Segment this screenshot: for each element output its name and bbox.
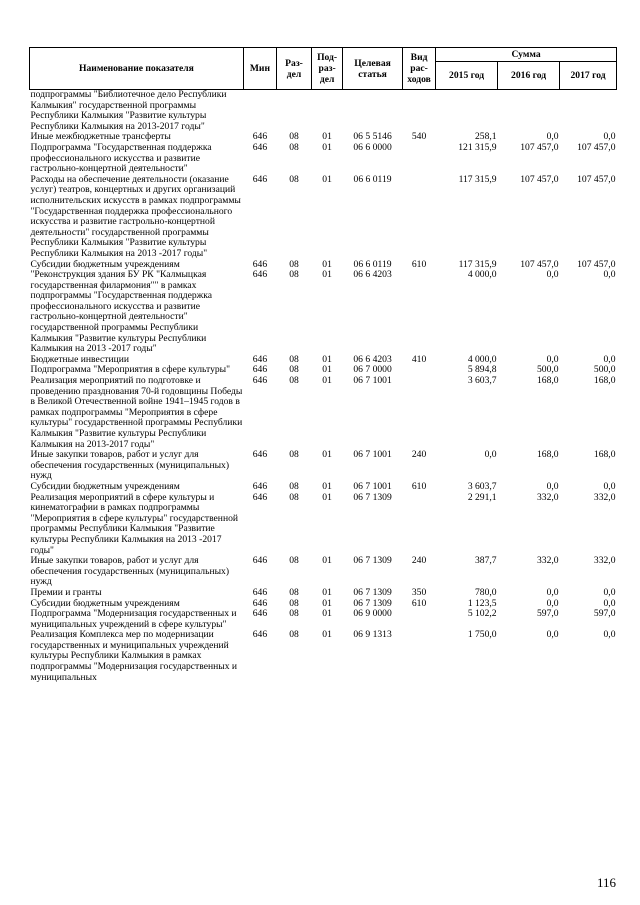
cell-2015: 4 000,0: [467, 269, 497, 281]
cell-razdel: 08: [289, 629, 299, 641]
cell-2015: 3 603,7: [467, 375, 497, 387]
cell-razdel: 08: [289, 131, 299, 143]
cell-2016: 500,0: [537, 364, 559, 376]
cell-statya: 06 7 1001: [353, 480, 392, 492]
cell-podrazdel: 01: [322, 131, 332, 143]
cell-podrazdel: 01: [322, 480, 332, 492]
cell-podrazdel: 01: [322, 629, 332, 641]
cell-2015: 1 750,0: [467, 629, 497, 641]
cell-2016: 107 457,0: [520, 141, 559, 153]
cell-2016: 107 457,0: [520, 258, 559, 270]
cell-2015: 387,7: [475, 555, 497, 567]
cell-statya: 06 6 4203: [353, 269, 392, 281]
cell-name: Бюджетные инвестиции: [30, 353, 129, 365]
cell-min: 646: [252, 364, 268, 376]
cell-2017: 168,0: [593, 449, 616, 461]
cell-min: 646: [252, 629, 268, 641]
cell-2017: 107 457,0: [577, 258, 616, 270]
cell-name: "Реконструкция здания БУ РК "Калмыцкая государственная филармония"" в рамках подпрограммы "Государственная поддержка профессионального искусства и развитие гастрольно-концертной деятельности" государственной программы Республики Калмыкия "Развитие культуры Республики Калмыкия на 2013 -2017 годы": [30, 269, 213, 355]
header-razdel: Раз- дел: [276, 48, 311, 90]
cell-2017: 0,0: [603, 480, 616, 492]
cell-2016: 0,0: [546, 629, 559, 641]
table-row: [30, 90, 617, 133]
cell-razdel: 08: [289, 353, 299, 365]
cell-2015: 1 123,5: [467, 597, 497, 609]
cell-min: 646: [252, 449, 268, 461]
cell-razdel: 08: [289, 597, 299, 609]
cell-2017: 0,0: [603, 131, 616, 143]
cell-2016: 107 457,0: [520, 173, 559, 185]
cell-podrazdel: 01: [322, 555, 332, 567]
cell-2015: 3 603,7: [467, 480, 497, 492]
cell-razdel: 08: [289, 173, 299, 185]
cell-2017: 0,0: [603, 586, 616, 598]
cell-razdel: 08: [289, 364, 299, 376]
cell-podrazdel: 01: [322, 364, 332, 376]
cell-min: 646: [252, 131, 268, 143]
cell-2015: 5 894,8: [467, 364, 497, 376]
cell-razdel: 08: [289, 480, 299, 492]
cell-statya: 06 9 0000: [353, 608, 392, 620]
cell-name: Иные межбюджетные трансферты: [30, 131, 171, 143]
cell-2016: 597,0: [537, 608, 559, 620]
cell-2015: 4 000,0: [467, 353, 497, 365]
cell-2017: 0,0: [603, 629, 616, 641]
cell-statya: 06 7 1309: [353, 555, 392, 567]
cell-statya: 06 7 0000: [353, 364, 392, 376]
cell-min: 646: [252, 258, 268, 270]
cell-vid: 610: [411, 480, 427, 492]
cell-razdel: 08: [289, 141, 299, 153]
cell-2015: 0,0: [484, 449, 497, 461]
cell-podrazdel: 01: [322, 353, 332, 365]
cell-2016: 0,0: [546, 597, 559, 609]
cell-min: 646: [252, 491, 268, 503]
table-row: [30, 630, 617, 683]
header-podrazdel: Под- раз- дел: [312, 48, 343, 90]
cell-2015: 258,1: [475, 131, 497, 143]
header-2017: 2017 год: [560, 62, 617, 90]
cell-2016: 0,0: [546, 269, 559, 281]
cell-name: Премии и гранты: [30, 586, 102, 598]
cell-vid: 610: [411, 597, 427, 609]
cell-podrazdel: 01: [322, 173, 332, 185]
cell-name: Субсидии бюджетным учреждениям: [30, 258, 180, 270]
cell-2017: 0,0: [603, 353, 616, 365]
cell-podrazdel: 01: [322, 597, 332, 609]
cell-vid: [403, 609, 436, 630]
cell-podrazdel: 01: [322, 375, 332, 387]
table-row: [30, 175, 617, 260]
header-2015: 2015 год: [436, 62, 498, 90]
budget-table: [29, 47, 617, 683]
cell-2016: 168,0: [537, 375, 559, 387]
cell-2017: 107 457,0: [577, 141, 616, 153]
table-row: [30, 376, 617, 450]
cell-min: [243, 90, 276, 133]
cell-2016: 0,0: [546, 353, 559, 365]
cell-statya: 06 7 1309: [353, 597, 392, 609]
cell-podrazdel: [312, 90, 343, 133]
cell-vid: [403, 90, 436, 133]
cell-2016: 332,0: [537, 491, 559, 503]
cell-statya: 06 6 0000: [353, 141, 392, 153]
cell-statya: 06 7 1309: [353, 491, 392, 503]
cell-statya: 06 7 1001: [353, 449, 392, 461]
cell-podrazdel: 01: [322, 449, 332, 461]
table-row: [30, 450, 617, 482]
cell-vid: 410: [411, 353, 427, 365]
cell-podrazdel: 01: [322, 258, 332, 270]
cell-vid: [403, 175, 436, 260]
cell-name: Реализация Комплекса мер по модернизации государственных и муниципальных учреждений культуры Республики Калмыкия в рамках подпрограммы "Модернизация государственных и муниципальных: [30, 629, 238, 683]
table-row: [30, 270, 617, 355]
header-2016: 2016 год: [498, 62, 560, 90]
header-min: Мин: [243, 48, 276, 90]
cell-2017: 597,0: [593, 608, 616, 620]
cell-2015: 2 291,1: [467, 491, 497, 503]
cell-podrazdel: 01: [322, 491, 332, 503]
cell-vid: [403, 376, 436, 450]
cell-statya: [343, 90, 403, 133]
cell-podrazdel: 01: [322, 586, 332, 598]
cell-2017: 107 457,0: [577, 173, 616, 185]
cell-min: 646: [252, 269, 268, 281]
cell-2016: 0,0: [546, 586, 559, 598]
cell-vid: [403, 270, 436, 355]
cell-vid: [403, 630, 436, 683]
cell-name: Подпрограмма "Государственная поддержка профессионального искусства и развитие гастрольно-концертной деятельности": [30, 141, 212, 175]
cell-min: 646: [252, 353, 268, 365]
cell-razdel: 08: [289, 491, 299, 503]
header-name: Наименование показателя: [30, 48, 244, 90]
cell-name: Подпрограмма "Модернизация государственных и муниципальных учреждений в сфере культуры": [30, 608, 237, 630]
cell-2016: 0,0: [546, 480, 559, 492]
cell-2017: 500,0: [593, 364, 616, 376]
cell-razdel: 08: [289, 608, 299, 620]
cell-vid: 540: [411, 131, 427, 143]
cell-2015: 121 315,9: [458, 141, 497, 153]
table-row: [30, 609, 617, 630]
cell-2015: 117 315,9: [458, 173, 497, 185]
cell-2016: 168,0: [537, 449, 559, 461]
cell-min: 646: [252, 555, 268, 567]
cell-min: 646: [252, 608, 268, 620]
table-body: [30, 90, 617, 684]
cell-statya: 06 6 0119: [353, 173, 392, 185]
cell-2016: [498, 90, 560, 133]
cell-name: Подпрограмма "Мероприятия в сфере культуры": [30, 364, 231, 376]
table-row: [30, 482, 617, 493]
cell-name: Реализация мероприятий по подготовке и проведению празднования 70-й годовщины Победы в Великой Отечественной войне 1941–1945 годов в рамках подпрограммы "Мероприятия в сфере культуры" государственной программы Республики Калмыкия "Развитие культуры Республики Калмыкия на 2013-2017 годы": [30, 375, 243, 450]
cell-2016: 332,0: [537, 555, 559, 567]
cell-vid: [403, 143, 436, 175]
cell-statya: 06 7 1001: [353, 375, 392, 387]
cell-name: подпрограммы "Библиотечное дело Республики Калмыкия" государственной программы Республики Калмыкия "Развитие культуры Республики Калмыкия на 2013-2017 годы": [30, 89, 227, 132]
table-row: [30, 556, 617, 588]
cell-2017: 0,0: [603, 269, 616, 281]
cell-min: 646: [252, 141, 268, 153]
cell-2017: 0,0: [603, 597, 616, 609]
cell-razdel: 08: [289, 375, 299, 387]
cell-vid: [403, 493, 436, 557]
cell-name: Реализация мероприятий в сфере культуры и кинематографии в рамках подпрограммы "Мероприятия в сфере культуры" государственной программы Республики Калмыкия "Развитие культуры Республики Калмыкия на 2013 -2017 годы": [30, 491, 239, 556]
cell-statya: 06 9 1313: [353, 629, 392, 641]
cell-razdel: [276, 90, 311, 133]
cell-name: Расходы на обеспечение деятельности (оказание услуг) театров, концертных и других организаций исполнительских искусств в рамках подпрограммы "Государственная поддержка профессионального искусства и развитие гастрольно-концертной деятельности" государственной программы Республики Калмыкия "Развитие культуры Республики Калмыкия на 2013 -2017 годы": [30, 173, 241, 259]
cell-name: Субсидии бюджетным учреждениям: [30, 480, 180, 492]
table-row: [30, 588, 617, 599]
cell-podrazdel: 01: [322, 141, 332, 153]
header-summa: Сумма: [436, 48, 617, 62]
header-vid: Вид рас- ходов: [403, 48, 436, 90]
table-row: [30, 143, 617, 175]
cell-2015: 117 315,9: [458, 258, 497, 270]
cell-min: 646: [252, 586, 268, 598]
cell-min: 646: [252, 375, 268, 387]
cell-name: Иные закупки товаров, работ и услуг для обеспечения государственных (муниципальных) нужд: [30, 555, 230, 588]
cell-vid: [403, 365, 436, 376]
cell-razdel: 08: [289, 269, 299, 281]
cell-vid: 350: [411, 586, 427, 598]
table-row: [30, 493, 617, 557]
cell-razdel: 08: [289, 586, 299, 598]
cell-2017: 332,0: [593, 491, 616, 503]
cell-vid: 240: [411, 449, 427, 461]
cell-statya: 06 5 5146: [353, 131, 392, 143]
cell-min: 646: [252, 173, 268, 185]
cell-2017: [560, 90, 617, 133]
cell-razdel: 08: [289, 449, 299, 461]
cell-podrazdel: 01: [322, 608, 332, 620]
cell-statya: 06 7 1309: [353, 586, 392, 598]
cell-2015: [436, 90, 498, 133]
page-number: 116: [596, 875, 616, 890]
cell-2017: 332,0: [593, 555, 616, 567]
cell-razdel: 08: [289, 258, 299, 270]
cell-name: Субсидии бюджетным учреждениям: [30, 597, 180, 609]
cell-min: 646: [252, 597, 268, 609]
cell-vid: 610: [411, 258, 427, 270]
table-header: [30, 48, 617, 90]
cell-razdel: 08: [289, 555, 299, 567]
cell-2015: 780,0: [475, 586, 497, 598]
header-statya: Целевая статья: [343, 48, 403, 90]
cell-2017: 168,0: [593, 375, 616, 387]
cell-2015: 5 102,2: [467, 608, 497, 620]
cell-podrazdel: 01: [322, 269, 332, 281]
cell-statya: 06 6 0119: [353, 258, 392, 270]
cell-statya: 06 6 4203: [353, 353, 392, 365]
cell-min: 646: [252, 480, 268, 492]
cell-name: Иные закупки товаров, работ и услуг для обеспечения государственных (муниципальных) нужд: [30, 449, 230, 482]
cell-vid: 240: [411, 555, 427, 567]
cell-2016: 0,0: [546, 131, 559, 143]
